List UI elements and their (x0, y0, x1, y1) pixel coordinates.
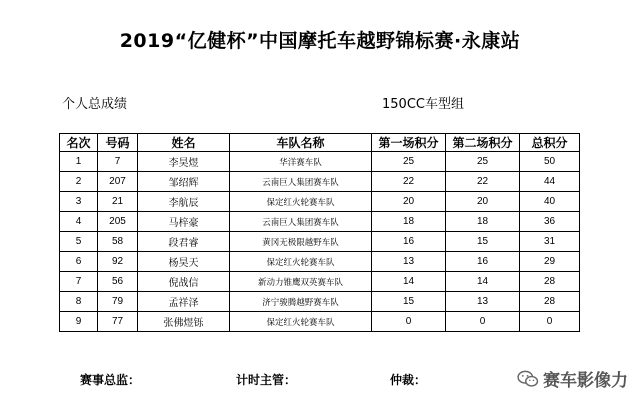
footer-referee-label: 仲裁： (390, 373, 427, 387)
cell-race1: 0 (372, 312, 446, 332)
cell-race1: 15 (372, 292, 446, 312)
cell-number: 92 (98, 252, 138, 272)
header-name: 姓名 (138, 134, 230, 152)
header-team: 车队名称 (230, 134, 372, 152)
header-total-points: 总积分 (520, 134, 580, 152)
table-row (60, 172, 580, 192)
cell-team: 云南巨人集团赛车队 (230, 172, 372, 192)
cell-rank: 3 (60, 192, 98, 212)
cell-rank: 4 (60, 212, 98, 232)
cell-name: 段君睿 (138, 232, 230, 252)
cell-name: 马梓豪 (138, 212, 230, 232)
cell-name: 张佛煜铄 (138, 312, 230, 332)
cell-race1: 13 (372, 252, 446, 272)
cell-number: 58 (98, 232, 138, 252)
cell-number: 56 (98, 272, 138, 292)
table-row (60, 252, 580, 272)
subtitle-class: 150CC车型组 (382, 97, 464, 112)
cell-rank: 9 (60, 312, 98, 332)
subtitle-overall-results: 个人总成绩 (62, 97, 128, 112)
cell-total: 29 (520, 252, 580, 272)
cell-rank: 7 (60, 272, 98, 292)
cell-team: 华洋赛车队 (230, 152, 372, 172)
cell-number: 207 (98, 172, 138, 192)
cell-race2: 20 (446, 192, 520, 212)
cell-name: 李昊煜 (138, 152, 230, 172)
table-row (60, 312, 580, 332)
cell-team: 保定红火轮赛车队 (230, 312, 372, 332)
cell-name: 李航辰 (138, 192, 230, 212)
cell-number: 205 (98, 212, 138, 232)
cell-name: 杨昊天 (138, 252, 230, 272)
cell-race1: 14 (372, 272, 446, 292)
page-title: 2019“亿健杯”中国摩托车越野锦标赛·永康站 (119, 30, 521, 52)
cell-total: 28 (520, 272, 580, 292)
wechat-icon (517, 370, 539, 388)
cell-total: 44 (520, 172, 580, 192)
cell-race1: 20 (372, 192, 446, 212)
cell-race1: 22 (372, 172, 446, 192)
cell-team: 保定红火轮赛车队 (230, 252, 372, 272)
cell-race2: 16 (446, 252, 520, 272)
cell-total: 31 (520, 232, 580, 252)
cell-race2: 15 (446, 232, 520, 252)
cell-race1: 25 (372, 152, 446, 172)
cell-race2: 14 (446, 272, 520, 292)
cell-total: 40 (520, 192, 580, 212)
header-race2-points: 第二场积分 (446, 134, 520, 152)
cell-rank: 8 (60, 292, 98, 312)
cell-total: 36 (520, 212, 580, 232)
cell-race2: 22 (446, 172, 520, 192)
table-row (60, 292, 580, 312)
table-row (60, 232, 580, 252)
cell-race2: 18 (446, 212, 520, 232)
cell-name: 倪战信 (138, 272, 230, 292)
cell-rank: 1 (60, 152, 98, 172)
table-row (60, 212, 580, 232)
cell-rank: 2 (60, 172, 98, 192)
cell-total: 50 (520, 152, 580, 172)
footer-director-label: 赛事总监： (80, 373, 141, 387)
cell-rank: 6 (60, 252, 98, 272)
cell-race1: 18 (372, 212, 446, 232)
cell-race2: 13 (446, 292, 520, 312)
cell-race2: 25 (446, 152, 520, 172)
table-row (60, 272, 580, 292)
cell-team: 济宁骏腾越野赛车队 (230, 292, 372, 312)
cell-name: 孟祥泽 (138, 292, 230, 312)
cell-total: 0 (520, 312, 580, 332)
cell-total: 28 (520, 292, 580, 312)
cell-number: 79 (98, 292, 138, 312)
cell-team: 黄冈无极限越野车队 (230, 232, 372, 252)
cell-number: 77 (98, 312, 138, 332)
header-rank: 名次 (60, 134, 98, 152)
cell-number: 7 (98, 152, 138, 172)
footer-timing-label: 计时主管： (236, 373, 297, 387)
cell-name: 邹绍辉 (138, 172, 230, 192)
cell-race1: 16 (372, 232, 446, 252)
watermark-text: 赛车影像力 (543, 371, 628, 391)
cell-team: 新动力锥鹰双英赛车队 (230, 272, 372, 292)
header-race1-points: 第一场积分 (372, 134, 446, 152)
table-row (60, 192, 580, 212)
cell-number: 21 (98, 192, 138, 212)
table-header-row (60, 134, 580, 152)
header-number: 号码 (98, 134, 138, 152)
cell-team: 保定红火轮赛车队 (230, 192, 372, 212)
table-row (60, 152, 580, 172)
cell-team: 云南巨人集团赛车队 (230, 212, 372, 232)
cell-rank: 5 (60, 232, 98, 252)
cell-race2: 0 (446, 312, 520, 332)
results-table (59, 133, 580, 332)
watermark (517, 366, 628, 391)
